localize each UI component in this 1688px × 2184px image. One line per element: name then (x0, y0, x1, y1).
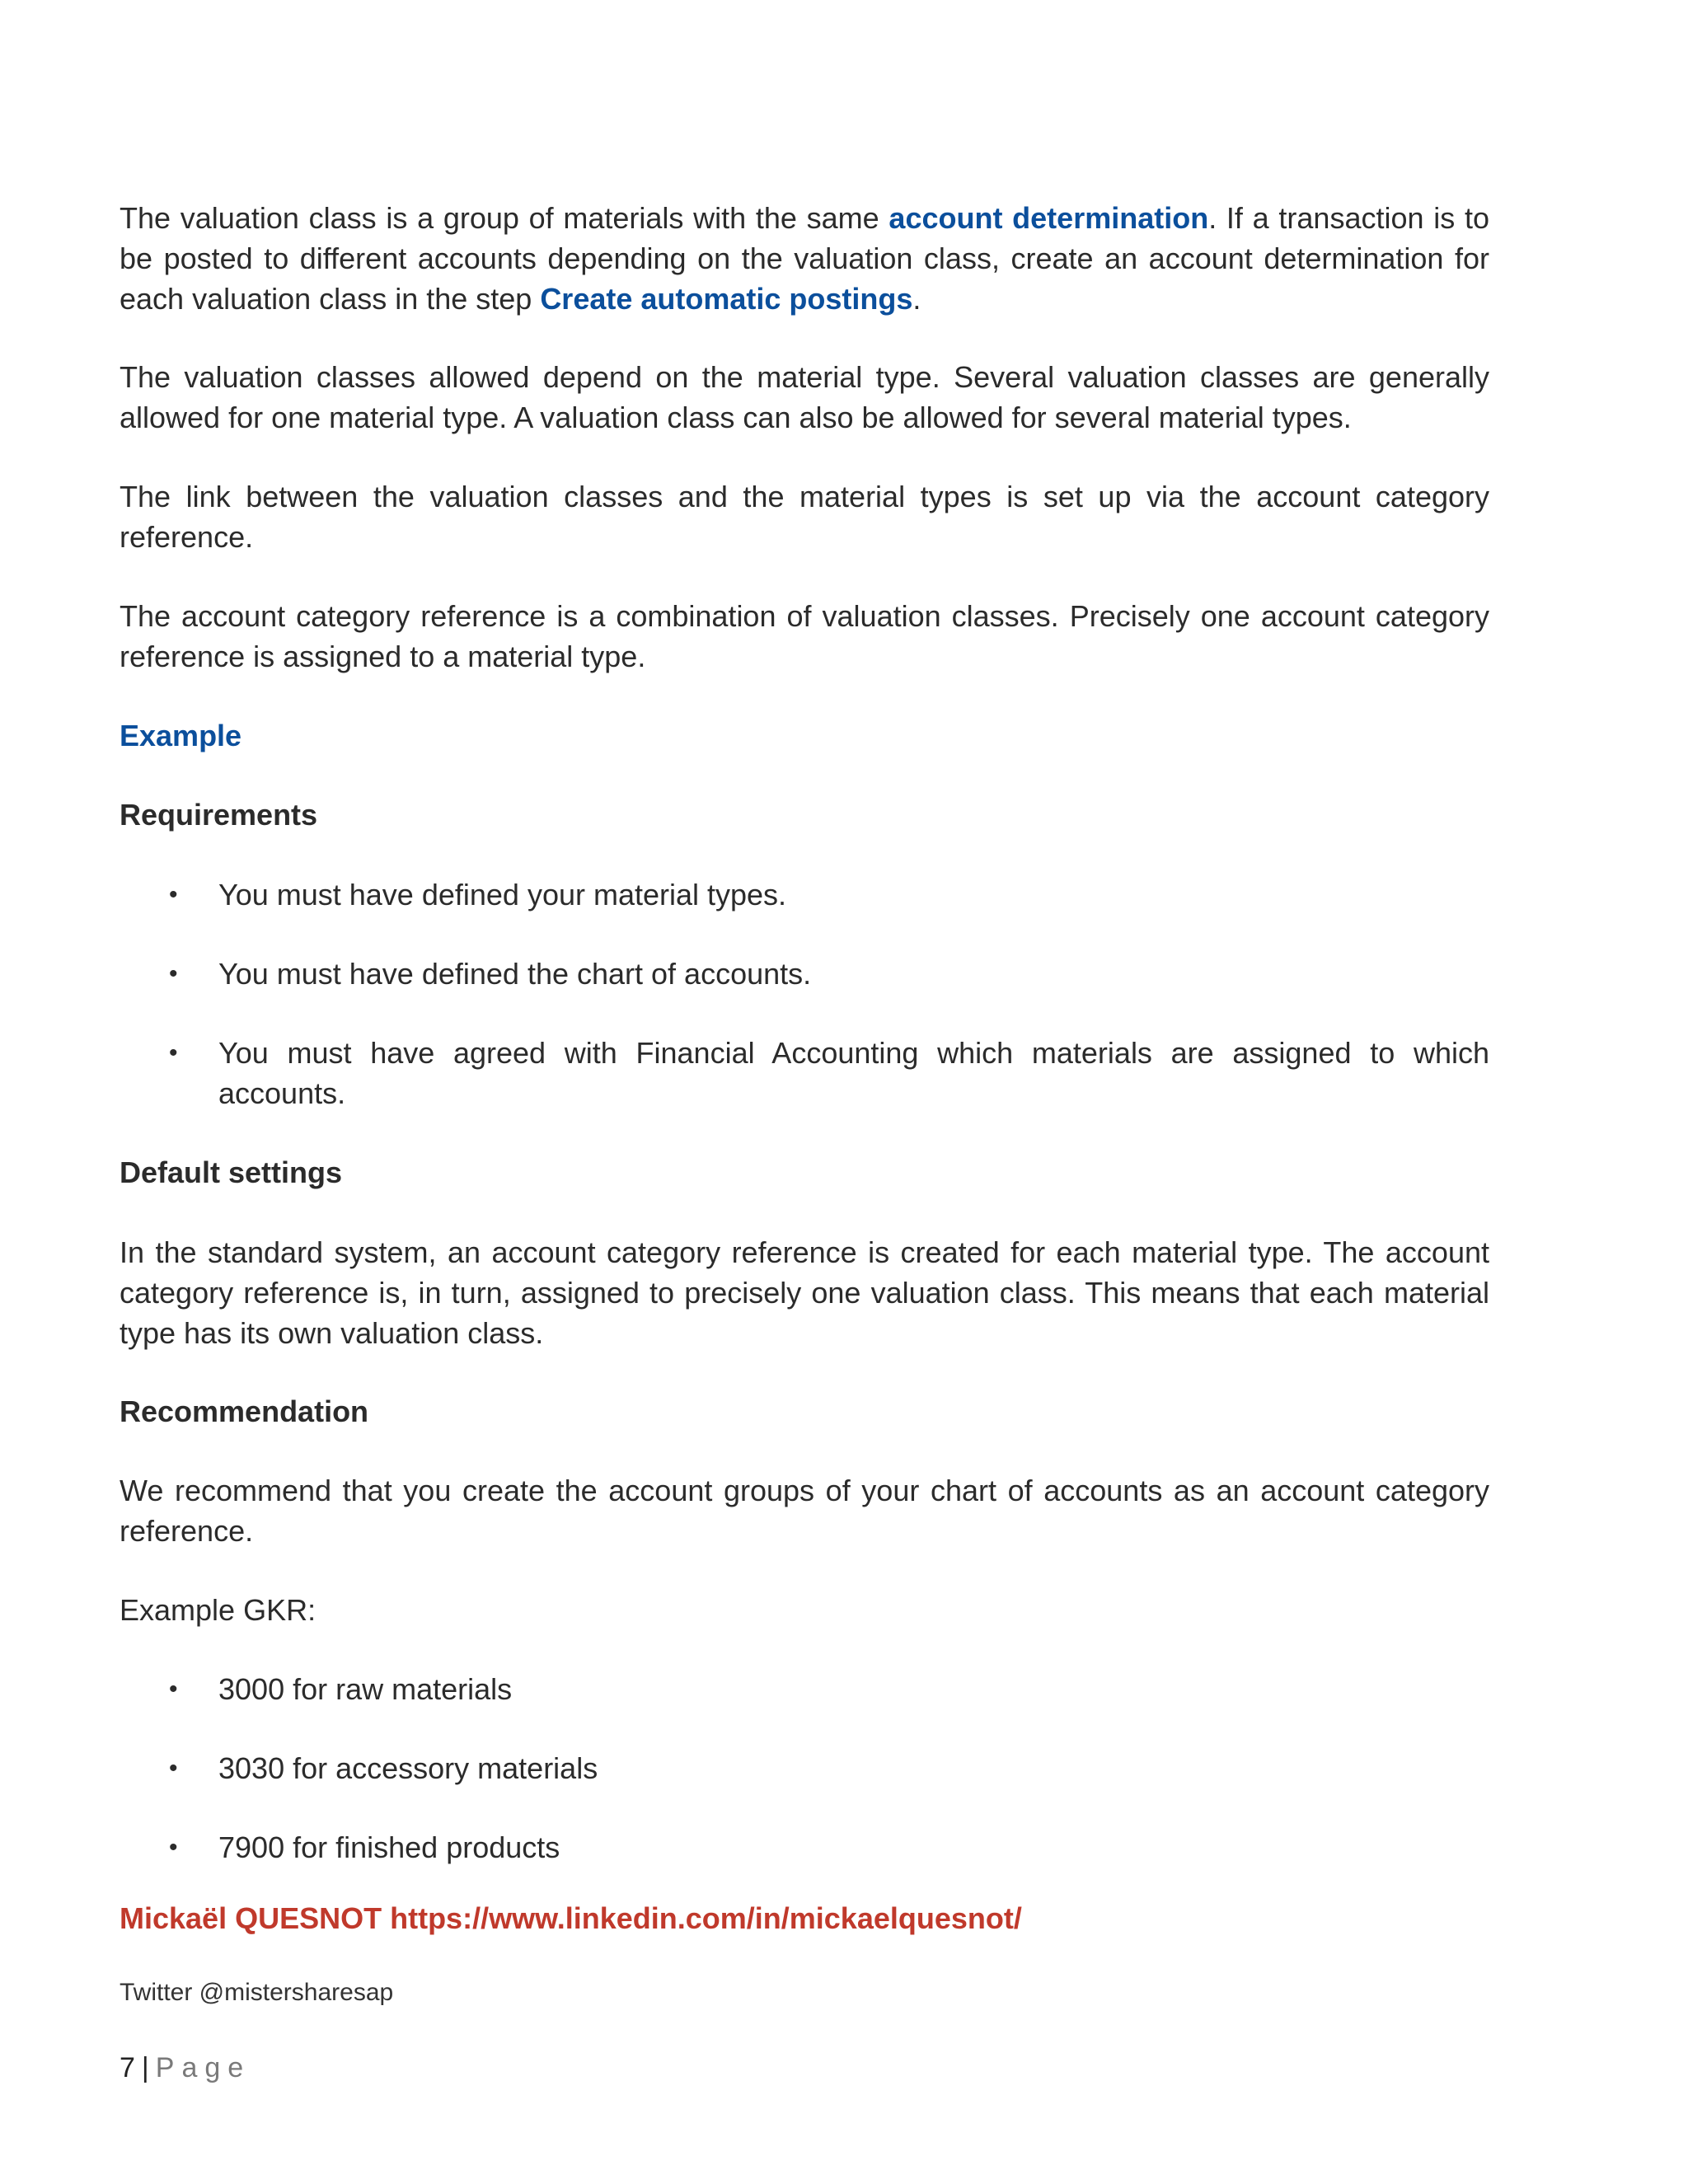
paragraph-link: The link between the valuation classes and the material types is set up via the account category reference. (120, 480, 1489, 554)
list-item (120, 1827, 1489, 1868)
bullet-icon: • (169, 960, 178, 987)
list-item (120, 1748, 1489, 1788)
link-account-determination[interactable]: account determination (889, 201, 1209, 235)
paragraph-text: The valuation class is a group of materials with the same (120, 201, 889, 235)
page-separator: | (141, 2052, 149, 2083)
list-item (120, 954, 1489, 994)
default-settings-heading: Default settings (120, 1155, 343, 1189)
paragraph-text: . If a transaction is to be posted to different accounts depending on the valuation class, create an account determination for each valuation class in the step (120, 201, 1489, 316)
bullet-icon: • (169, 1755, 178, 1782)
list-item-text: You must have defined the chart of accounts. (218, 957, 812, 991)
list-item-text: 3000 for raw materials (218, 1672, 513, 1706)
list-item (120, 1033, 1489, 1113)
twitter-handle: Twitter @mistersharesap (120, 1979, 394, 2006)
list-item-text: 3030 for accessory materials (218, 1751, 598, 1785)
requirements-list (120, 874, 1489, 1113)
paragraph-text: . (912, 282, 921, 316)
list-item-text: 7900 for finished products (218, 1830, 560, 1864)
gkr-list (120, 1669, 1489, 1868)
list-item-text: You must have agreed with Financial Accounting which materials are assigned to which accounts. (218, 1036, 1489, 1110)
paragraph-valuation-class (120, 198, 1489, 319)
document-page (120, 0, 1489, 2184)
paragraph-allowed-classes: The valuation classes allowed depend on the material type. Several valuation classes are generally allowed for one material type. A valuation class can also be allowed for several material types. (120, 360, 1489, 434)
recommendation-heading: Recommendation (120, 1394, 369, 1428)
bullet-icon: • (169, 881, 178, 908)
paragraph-account-category-reference: The account category reference is a combination of valuation classes. Precisely one account category reference is assigned to a material type. (120, 599, 1489, 673)
requirements-heading: Requirements (120, 798, 318, 832)
default-settings-text: In the standard system, an account category reference is created for each material type. The account category reference is, in turn, assigned to precisely one valuation class. This means that each material type has its own valuation class. (120, 1235, 1489, 1350)
page-number-footer (120, 2050, 251, 2086)
example-gkr-label: Example GKR: (120, 1593, 316, 1627)
page-word: Page (155, 2052, 251, 2083)
author-linkedin-link[interactable]: Mickaël QUESNOT https://www.linkedin.com/in/mickaelquesnot/ (120, 1901, 1022, 1935)
bullet-icon: • (169, 1039, 178, 1066)
bullet-icon: • (169, 1834, 178, 1861)
link-create-automatic-postings[interactable]: Create automatic postings (540, 282, 913, 316)
example-heading: Example (120, 719, 242, 752)
list-item (120, 1669, 1489, 1709)
list-item (120, 874, 1489, 915)
list-item-text: You must have defined your material types. (218, 878, 787, 912)
page-number: 7 (120, 2052, 135, 2083)
recommendation-text: We recommend that you create the account groups of your chart of accounts as an account category reference. (120, 1474, 1489, 1548)
bullet-icon: • (169, 1675, 178, 1703)
